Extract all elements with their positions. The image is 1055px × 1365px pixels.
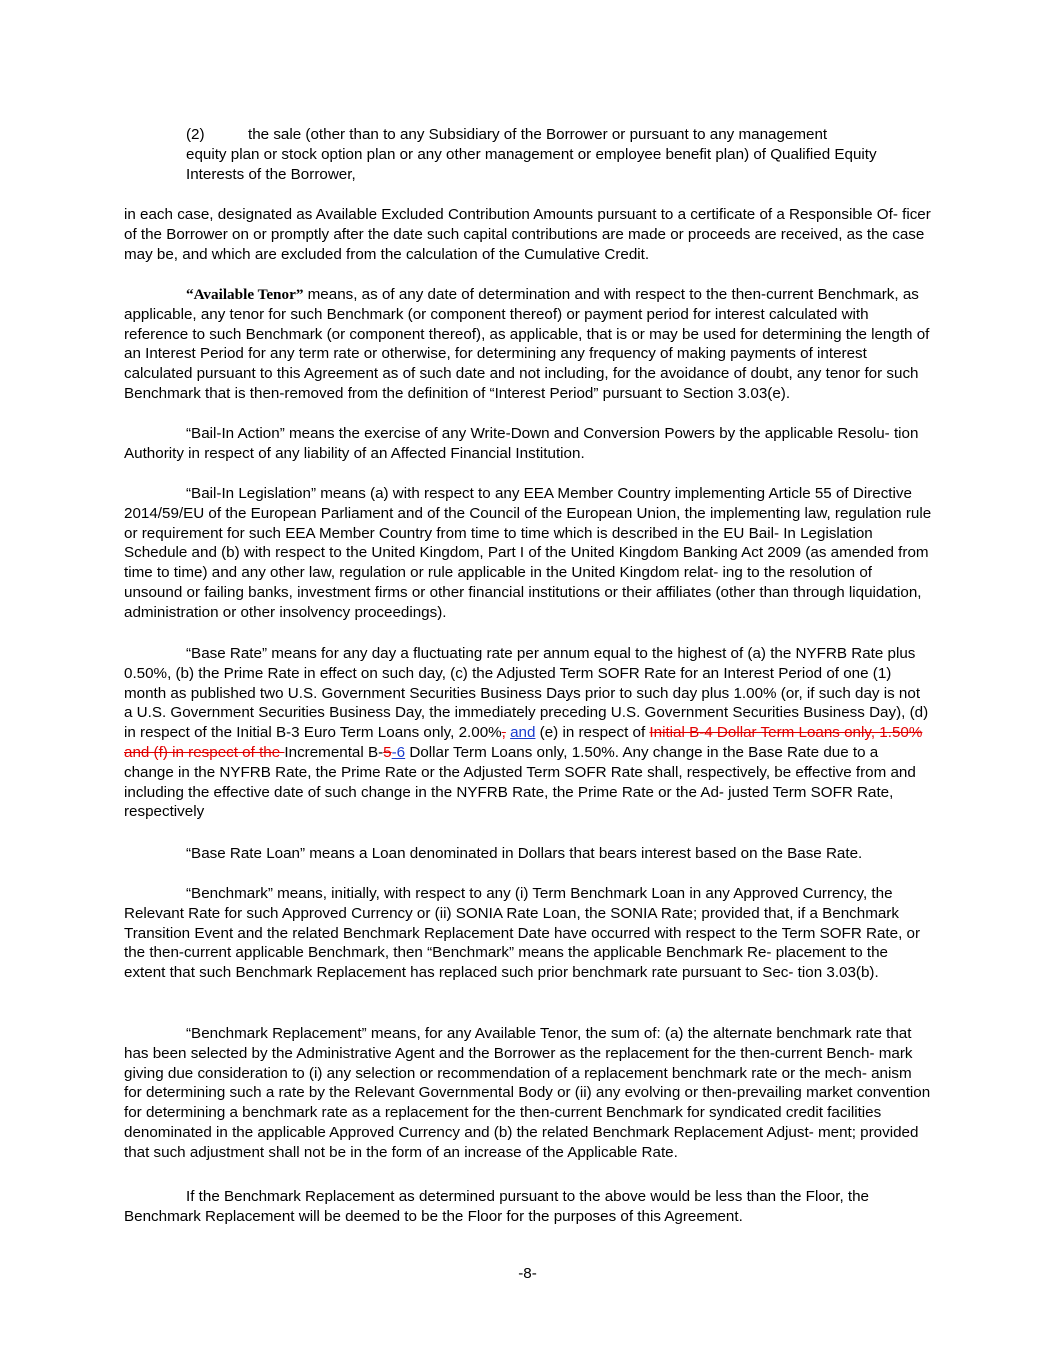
clause-2-continuation: equity plan or stock option plan or any other management or employee benefit plan) of Qualified Equity Interests of the Borrower, <box>186 146 877 183</box>
definition-text: means, as of any date of determination and with respect to the then-current Benchmark, as applicable, any tenor for such Benchmark (or component thereof) or payment period for interest calculated with reference to such Benchmark (or component thereof), as applicable, that is or may be used for determining the length of an Interest Period for any term rate or otherwise, for determining any frequency of making payments of interest calculated pursuant to this Agreement as of such date and not including, for the avoidance of doubt, any tenor for such Benchmark that is then-removed from the definition of “Interest Period” pursuant to Section 3.03(e). <box>124 286 930 402</box>
paragraph-excluded-contribution: in each case, designated as Available Excluded Contribution Amounts pursuant to a certificate of a Responsible Of- ficer of the Borrower on or promptly after the date such capital contributions are made or proceeds are received, as the case may be, and which are excluded from the calculation of the Cumulative Credit. <box>124 206 931 263</box>
text-segment: (e) in respect of <box>535 724 650 742</box>
clause-number: (2) <box>186 126 205 143</box>
deleted-text: 5 <box>383 743 392 761</box>
definition-base-rate-loan: “Base Rate Loan” means a Loan denominated in Dollars that bears interest based on the Base Rate. <box>186 845 863 862</box>
definition-benchmark-replacement: “Benchmark Replacement” means, for any Available Tenor, the sum of: (a) the alternate benchmark rate that has been selected by the Administrative Agent and the Borrower as the replacement for the then-current Bench- mark giving due consideration to (i) any selection or recommendation of a replacement benchmark rate or the mech- anism for determining such a rate by the Relevant Governmental Body or (ii) any evolving or then-prevailing market convention for determining a benchmark rate as a replacement for the then-current Benchmark for syndicated credit facilities denominated in the applicable Approved Currency and (b) the related Benchmark Replacement Adjust- ment; provided that such adjustment shall not be in the form of an increase of the Applicable Rate. <box>124 1025 931 1161</box>
definition-bail-in-legislation: “Bail-In Legislation” means (a) with respect to any EEA Member Country implementing Article 55 of Directive 2014/59/EU of the European Parliament and of the Council of the European Union, the implementing law, regulation rule or requirement for such EEA Member Country from time to time which is described in the EU Bail- In Legislation Schedule and (b) with respect to the United Kingdom, Part I of the United Kingdom Banking Act 2009 (as amended from time to time) and any other law, regulation or rule applicable in the United Kingdom relat- ing to the resolution of unsound or failing banks, investment firms or other financial institutions or their affiliates (other than through liquidation, administration or other insolvency proceedings). <box>124 485 932 621</box>
page-number: -8- <box>518 1265 537 1282</box>
deleted-text: Initial B-4 Dollar Term Loans only, 1.50% and (f) in respect of the <box>124 724 923 761</box>
defined-term: “Available Tenor” <box>186 286 304 303</box>
clause-text-first-line: the sale (other than to any Subsidiary of the Borrower or pursuant to any management <box>248 126 828 143</box>
text-segment: Dollar Term Loans only, 1.50%. Any change in the Base Rate due to a change in the NYFRB Rate, the Prime Rate or the Adjusted Term SOFR Rate shall, respectively, be effective from and including the effective date of such change in the NYFRB Rate, the Prime Rate or the Ad- justed Term SOFR Rate, respectively <box>124 743 916 821</box>
text-segment: “Base Rate” means for any day a fluctuating rate per annum equal to the highest of (a) the NYFRB Rate plus 0.50%, (b) the Prime Rate in effect on such day, (c) the Adjusted Term SOFR Rate for an Interest Period of one (1) month as published two U.S. Government Securities Business Days prior to such day plus 1.00% (or, if such day is not a U.S. Government Securities Business Day, the immediately preceding U.S. Government Securities Business Day), (d) in respect of the Initial B-3 Euro Term Loans only, 2.00% <box>124 645 929 742</box>
inserted-text: and <box>510 724 536 742</box>
definition-benchmark: “Benchmark” means, initially, with respect to any (i) Term Benchmark Loan in any Approved Currency, the Relevant Rate for such Approved Currency or (ii) SONIA Rate Loan, the SONIA Rate; provided that, if a Benchmark Transition Event and the related Benchmark Replacement Date have occurred with respect to the Term SOFR Rate, or the then-current applicable Benchmark, then “Benchmark” means the applicable Benchmark Re- placement to the extent that such Benchmark Replacement has replaced such prior benchmark rate pursuant to Sec- tion 3.03(b). <box>124 885 921 982</box>
definition-base-rate <box>124 644 932 822</box>
deleted-text: , <box>501 724 506 742</box>
text-segment: Incremental B- <box>284 743 384 761</box>
definition-bail-in-action: “Bail-In Action” means the exercise of any Write-Down and Conversion Powers by the applicable Resolu- tion Authority in respect of any liability of an Affected Financial Institution. <box>124 425 919 462</box>
inserted-text: -6 <box>391 743 406 761</box>
paragraph-floor: If the Benchmark Replacement as determined pursuant to the above would be less than the Floor, the Benchmark Replacement will be deemed to be the Floor for the purposes of this Agreement. <box>124 1188 869 1225</box>
clause-2-first-line <box>124 125 932 145</box>
definition-available-tenor <box>124 285 932 404</box>
